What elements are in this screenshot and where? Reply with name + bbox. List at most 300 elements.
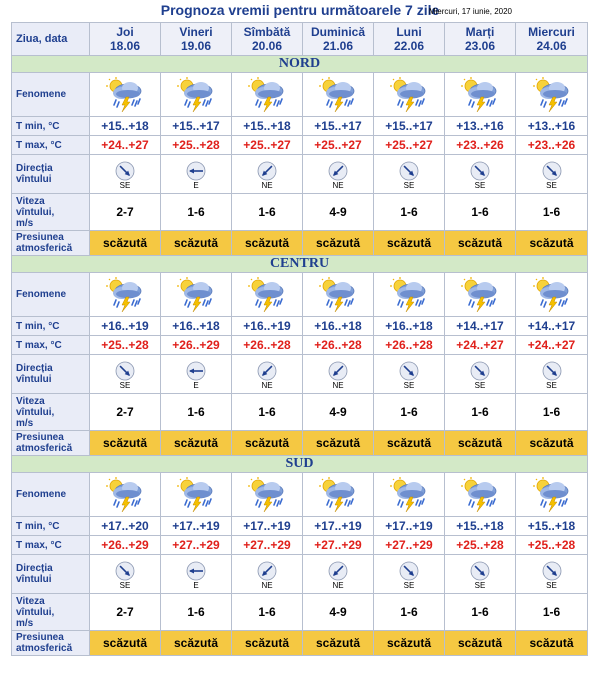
phenomena-cell: [445, 473, 516, 517]
tmin-cell: [516, 517, 588, 536]
pressure-value: scăzută: [386, 636, 432, 650]
phenomena-cell: [161, 473, 232, 517]
rain-thunderstorm-icon: [232, 277, 302, 313]
wind-direction-value: NE: [332, 180, 344, 190]
tmin-value: +13..+16: [527, 119, 576, 133]
pressure-cell: [232, 631, 303, 656]
tmax-value: +27..+29: [243, 538, 291, 552]
day-date: 20.06: [251, 39, 283, 53]
region-header: [12, 256, 588, 273]
wind-compass-icon: [303, 561, 373, 581]
tmax-value: +25..+27: [243, 138, 291, 152]
wind-speed-cell: [374, 594, 445, 631]
day-header: [516, 23, 588, 56]
pressure-value: scăzută: [457, 236, 503, 250]
pressure-cell: [90, 631, 161, 656]
tmax-value: +26..+29: [101, 538, 149, 552]
tmax-label: [12, 136, 90, 155]
pressure-value: scăzută: [244, 236, 290, 250]
phenomena-label: [12, 73, 90, 117]
tmin-value: +15..+18: [456, 519, 504, 533]
wind-direction-cell: [445, 355, 516, 394]
tmin-value: +16..+18: [385, 319, 433, 333]
pressure-value: scăzută: [173, 236, 219, 250]
pressure-cell: [161, 431, 232, 456]
tmax-label-text: T max, °C: [16, 539, 62, 551]
wind-direction-label: [12, 355, 90, 394]
phenomena-label-text: Fenomene: [16, 489, 67, 500]
pressure-value: scăzută: [244, 636, 290, 650]
wind-direction-value: NE: [332, 380, 344, 390]
phenomena-cell: [232, 473, 303, 517]
tmin-cell: [90, 117, 161, 136]
header-label: Ziua, data: [16, 32, 68, 45]
wind-speed-label-text: vîntului,: [16, 406, 55, 418]
tmax-cell: [232, 336, 303, 355]
forecast-table: [11, 22, 588, 656]
pressure-cell: [232, 431, 303, 456]
tmin-cell: [374, 317, 445, 336]
forecast-date: Miercuri, 17 iunie, 2020: [428, 7, 512, 16]
wind-direction-value: SE: [403, 180, 415, 190]
wind-speed-value: 1-6: [471, 605, 489, 619]
tmin-cell: [445, 117, 516, 136]
wind-compass-icon: [516, 361, 587, 381]
rain-thunderstorm-icon: [445, 277, 515, 313]
wind-direction-cell: [303, 155, 374, 194]
wind-speed-value: 1-6: [542, 205, 561, 219]
wind-compass-icon: [161, 561, 231, 581]
rain-thunderstorm-icon: [161, 277, 231, 313]
pressure-cell: [374, 231, 445, 256]
wind-direction-label-text: Direcția: [16, 563, 53, 574]
pressure-cell: [516, 631, 588, 656]
pressure-value: scăzută: [386, 236, 432, 250]
tmin-value: +16..+19: [101, 319, 149, 333]
wind-speed-label-text: vîntului,: [16, 206, 55, 218]
wind-direction-row: [12, 355, 588, 394]
tmax-cell: [303, 536, 374, 555]
wind-speed-label-text: m/s: [16, 417, 34, 429]
wind-direction-cell: [232, 355, 303, 394]
day-header: [161, 23, 232, 56]
tmax-value: +25..+28: [172, 138, 220, 152]
tmax-cell: [374, 536, 445, 555]
pressure-value: scăzută: [173, 636, 219, 650]
tmin-label: [12, 517, 90, 536]
wind-direction-cell: [232, 555, 303, 594]
wind-speed-value: 1-6: [400, 605, 418, 619]
wind-direction-cell: [374, 355, 445, 394]
tmin-label-text: T min, °C: [16, 520, 60, 532]
region-name: NORD: [278, 56, 321, 71]
wind-compass-icon: [445, 561, 515, 581]
phenomena-cell: [374, 273, 445, 317]
phenomena-cell: [303, 473, 374, 517]
tmax-cell: [303, 336, 374, 355]
tmin-value: +16..+18: [172, 319, 220, 333]
pressure-value: scăzută: [315, 436, 361, 450]
day-date: 24.06: [536, 39, 567, 53]
pressure-label: [12, 431, 90, 456]
pressure-label-text: Presiunea: [16, 632, 64, 643]
wind-compass-icon: [232, 361, 302, 381]
tmax-value: +26..+28: [385, 338, 433, 352]
day-name: Luni: [396, 25, 422, 39]
wind-speed-value: 2-7: [116, 205, 134, 219]
wind-speed-label-text: Viteza: [16, 595, 45, 607]
wind-speed-value: 1-6: [542, 605, 561, 619]
wind-speed-value: 1-6: [187, 605, 205, 619]
wind-direction-label-text: vîntului: [16, 374, 52, 385]
wind-speed-value: 2-7: [116, 405, 134, 419]
wind-direction-cell: [161, 155, 232, 194]
wind-direction-cell: [374, 555, 445, 594]
tmin-cell: [303, 517, 374, 536]
wind-direction-cell: [445, 555, 516, 594]
wind-direction-cell: [445, 155, 516, 194]
wind-speed-value: 1-6: [187, 405, 205, 419]
tmax-cell: [516, 336, 588, 355]
tmin-value: +17..+19: [385, 519, 433, 533]
tmin-cell: [445, 317, 516, 336]
pressure-row: [12, 631, 588, 656]
tmin-value: +16..+18: [314, 319, 362, 333]
wind-speed-row: [12, 594, 588, 631]
phenomena-cell: [161, 73, 232, 117]
wind-direction-value: SE: [474, 580, 486, 590]
wind-compass-icon: [374, 361, 444, 381]
tmax-value: +26..+28: [243, 338, 291, 352]
rain-thunderstorm-icon: [161, 477, 231, 513]
phenomena-cell: [303, 73, 374, 117]
day-header: [90, 23, 161, 56]
rain-thunderstorm-icon: [374, 277, 444, 313]
phenomena-label-text: Fenomene: [16, 289, 67, 300]
day-name: Miercuri: [528, 25, 575, 39]
pressure-value: scăzută: [315, 636, 361, 650]
wind-direction-value: SE: [403, 580, 415, 590]
tmin-cell: [232, 317, 303, 336]
wind-compass-icon: [90, 561, 160, 581]
day-name: Marți: [465, 25, 495, 39]
pressure-cell: [90, 231, 161, 256]
tmin-cell: [90, 317, 161, 336]
pressure-value: scăzută: [386, 436, 432, 450]
wind-speed-cell: [445, 194, 516, 231]
wind-direction-value: NE: [332, 580, 344, 590]
pressure-cell: [516, 231, 588, 256]
wind-speed-label-text: m/s: [16, 217, 34, 229]
wind-speed-cell: [161, 394, 232, 431]
tmax-value: +24..+27: [527, 338, 576, 352]
phenomena-label: [12, 273, 90, 317]
wind-direction-value: SE: [474, 180, 486, 190]
rain-thunderstorm-icon: [303, 77, 373, 113]
region-header-row: [12, 256, 588, 273]
tmin-value: +17..+19: [243, 519, 291, 533]
tmin-cell: [445, 517, 516, 536]
wind-direction-value: SE: [403, 380, 415, 390]
rain-thunderstorm-icon: [303, 477, 373, 513]
day-date: 23.06: [464, 39, 496, 53]
tmin-cell: [90, 517, 161, 536]
wind-direction-value: SE: [119, 380, 131, 390]
rain-thunderstorm-icon: [374, 77, 444, 113]
tmax-row: [12, 136, 588, 155]
tmin-label-text: T min, °C: [16, 320, 60, 332]
wind-speed-value: 1-6: [471, 205, 489, 219]
wind-direction-value: NE: [261, 180, 273, 190]
wind-direction-cell: [90, 355, 161, 394]
day-name: Sîmbătă: [243, 25, 291, 39]
tmin-cell: [516, 117, 588, 136]
wind-speed-cell: [232, 194, 303, 231]
wind-speed-cell: [303, 594, 374, 631]
tmax-row: [12, 336, 588, 355]
tmin-value: +15..+18: [527, 519, 576, 533]
pressure-cell: [303, 431, 374, 456]
phenomena-cell: [161, 273, 232, 317]
tmax-cell: [90, 136, 161, 155]
phenomena-cell: [374, 473, 445, 517]
tmax-label: [12, 536, 90, 555]
tmin-value: +15..+17: [172, 119, 220, 133]
pressure-cell: [232, 231, 303, 256]
pressure-cell: [161, 231, 232, 256]
day-header: [374, 23, 445, 56]
tmax-value: +25..+28: [456, 538, 504, 552]
wind-direction-value: NE: [261, 380, 273, 390]
wind-speed-cell: [445, 594, 516, 631]
wind-compass-icon: [161, 161, 231, 181]
day-header: [445, 23, 516, 56]
tmin-value: +14..+17: [456, 319, 504, 333]
tmin-row: [12, 317, 588, 336]
wind-direction-value: SE: [119, 580, 131, 590]
wind-direction-label-text: Direcția: [16, 163, 53, 174]
tmax-value: +23..+26: [456, 138, 504, 152]
wind-direction-cell: [303, 555, 374, 594]
wind-direction-label-text: Direcția: [16, 363, 53, 374]
tmax-cell: [445, 536, 516, 555]
rain-thunderstorm-icon: [374, 477, 444, 513]
wind-speed-cell: [516, 194, 588, 231]
region-header: [12, 56, 588, 73]
wind-speed-value: 1-6: [258, 405, 276, 419]
wind-compass-icon: [516, 161, 587, 181]
wind-speed-row: [12, 194, 588, 231]
day-name: Joi: [116, 25, 134, 39]
pressure-label-text: atmosferică: [16, 443, 73, 454]
wind-speed-value: 4-9: [329, 205, 347, 219]
tmax-value: +27..+29: [385, 538, 433, 552]
wind-direction-value: NE: [261, 580, 273, 590]
tmax-value: +27..+29: [314, 538, 362, 552]
wind-speed-cell: [303, 194, 374, 231]
wind-speed-label: [12, 394, 90, 431]
phenomena-cell: [232, 73, 303, 117]
region-header: [12, 456, 588, 473]
tmin-cell: [374, 517, 445, 536]
header: [0, 0, 600, 22]
wind-speed-value: 1-6: [400, 205, 418, 219]
tmin-value: +17..+19: [314, 519, 362, 533]
pressure-row: [12, 231, 588, 256]
rain-thunderstorm-icon: [516, 277, 587, 313]
tmax-value: +25..+27: [385, 138, 433, 152]
pressure-value: scăzută: [244, 436, 290, 450]
pressure-cell: [516, 431, 588, 456]
phenomena-cell: [374, 73, 445, 117]
pressure-cell: [303, 231, 374, 256]
phenomena-label-text: Fenomene: [16, 89, 67, 100]
wind-speed-label: [12, 594, 90, 631]
phenomena-cell: [445, 273, 516, 317]
wind-compass-icon: [161, 361, 231, 381]
tmax-cell: [161, 136, 232, 155]
wind-speed-value: 1-6: [258, 605, 276, 619]
day-date: 18.06: [109, 39, 141, 53]
tmax-cell: [303, 136, 374, 155]
tmin-cell: [374, 117, 445, 136]
phenomena-row: [12, 273, 588, 317]
phenomena-cell: [90, 273, 161, 317]
pressure-cell: [374, 631, 445, 656]
wind-speed-label-text: m/s: [16, 617, 34, 629]
wind-speed-cell: [232, 594, 303, 631]
pressure-cell: [445, 431, 516, 456]
wind-speed-cell: [445, 394, 516, 431]
rain-thunderstorm-icon: [90, 77, 160, 113]
tmax-label-text: T max, °C: [16, 339, 62, 351]
wind-compass-icon: [303, 361, 373, 381]
phenomena-label: [12, 473, 90, 517]
wind-compass-icon: [303, 161, 373, 181]
header-label-cell: [12, 23, 90, 56]
tmax-label-text: T max, °C: [16, 139, 62, 151]
wind-speed-cell: [374, 194, 445, 231]
tmax-value: +24..+27: [456, 338, 504, 352]
wind-speed-label: [12, 194, 90, 231]
tmin-cell: [303, 117, 374, 136]
wind-direction-cell: [232, 155, 303, 194]
wind-direction-row: [12, 155, 588, 194]
pressure-label-text: Presiunea: [16, 432, 64, 443]
day-name: Vineri: [179, 25, 213, 39]
phenomena-row: [12, 73, 588, 117]
tmax-cell: [90, 536, 161, 555]
rain-thunderstorm-icon: [303, 277, 373, 313]
wind-direction-label: [12, 155, 90, 194]
phenomena-cell: [303, 273, 374, 317]
tmax-cell: [516, 136, 588, 155]
tmin-value: +13..+16: [456, 119, 504, 133]
rain-thunderstorm-icon: [516, 77, 587, 113]
tmin-value: +15..+18: [101, 119, 149, 133]
tmin-value: +17..+20: [101, 519, 149, 533]
phenomena-cell: [516, 273, 588, 317]
pressure-value: scăzută: [529, 636, 574, 650]
pressure-value: scăzută: [102, 436, 148, 450]
tmax-value: +25..+28: [101, 338, 149, 352]
wind-compass-icon: [445, 161, 515, 181]
pressure-value: scăzută: [173, 436, 219, 450]
rain-thunderstorm-icon: [516, 477, 587, 513]
rain-thunderstorm-icon: [445, 477, 515, 513]
tmin-value: +14..+17: [527, 319, 576, 333]
region-header-row: [12, 456, 588, 473]
wind-speed-cell: [516, 594, 588, 631]
tmax-row: [12, 536, 588, 555]
pressure-cell: [445, 631, 516, 656]
tmin-value: +16..+19: [243, 319, 291, 333]
rain-thunderstorm-icon: [232, 77, 302, 113]
phenomena-cell: [90, 473, 161, 517]
day-date: 19.06: [180, 39, 212, 53]
wind-compass-icon: [232, 561, 302, 581]
tmax-cell: [232, 136, 303, 155]
wind-compass-icon: [232, 161, 302, 181]
tmax-value: +25..+28: [527, 538, 576, 552]
day-date: 22.06: [393, 39, 425, 53]
tmin-cell: [161, 317, 232, 336]
tmax-value: +26..+28: [314, 338, 362, 352]
phenomena-cell: [516, 473, 588, 517]
tmin-label: [12, 117, 90, 136]
pressure-value: scăzută: [457, 636, 503, 650]
pressure-label-text: atmosferică: [16, 243, 73, 254]
day-header: [303, 23, 374, 56]
pressure-row: [12, 431, 588, 456]
pressure-cell: [90, 431, 161, 456]
region-name: CENTRU: [269, 256, 330, 271]
pressure-value: scăzută: [102, 636, 148, 650]
phenomena-cell: [516, 73, 588, 117]
tmax-cell: [445, 136, 516, 155]
rain-thunderstorm-icon: [161, 77, 231, 113]
wind-direction-value: SE: [119, 180, 131, 190]
wind-direction-value: E: [193, 580, 199, 590]
tmin-value: +15..+17: [314, 119, 362, 133]
wind-speed-cell: [161, 594, 232, 631]
wind-speed-label-text: vîntului,: [16, 606, 55, 618]
wind-compass-icon: [445, 361, 515, 381]
tmax-cell: [161, 536, 232, 555]
wind-compass-icon: [374, 161, 444, 181]
pressure-label: [12, 631, 90, 656]
wind-compass-icon: [90, 161, 160, 181]
wind-speed-value: 2-7: [116, 605, 134, 619]
rain-thunderstorm-icon: [445, 77, 515, 113]
wind-speed-value: 1-6: [471, 405, 489, 419]
phenomena-cell: [445, 73, 516, 117]
tmin-cell: [232, 517, 303, 536]
wind-speed-cell: [232, 394, 303, 431]
wind-direction-cell: [516, 155, 588, 194]
wind-compass-icon: [516, 561, 587, 581]
rain-thunderstorm-icon: [90, 277, 160, 313]
pressure-label: [12, 231, 90, 256]
rain-thunderstorm-icon: [90, 477, 160, 513]
tmin-value: +17..+19: [172, 519, 220, 533]
day-date: 21.06: [322, 39, 354, 53]
wind-speed-cell: [516, 394, 588, 431]
tmax-cell: [90, 336, 161, 355]
pressure-cell: [161, 631, 232, 656]
rain-thunderstorm-icon: [232, 477, 302, 513]
wind-speed-label-text: Viteza: [16, 395, 45, 407]
